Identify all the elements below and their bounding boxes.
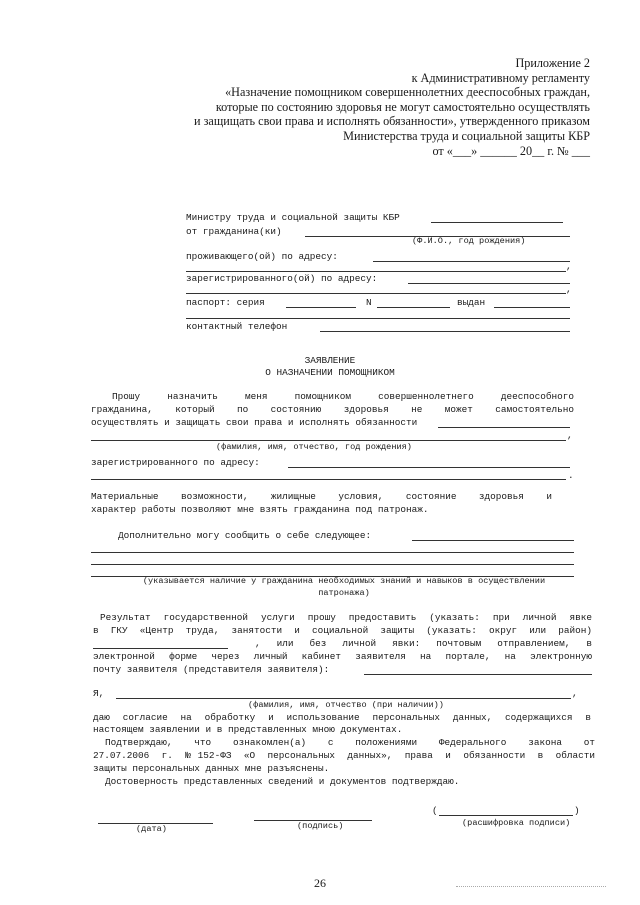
- passport-number-label: N: [366, 297, 372, 308]
- date-hint: (дата): [136, 824, 167, 834]
- fio-hint: (фамилия, имя, отчество, год рождения): [216, 442, 412, 452]
- confirm-line-2: 27.07.2006 г. №152-ФЗ «О персональных данных», права и обязанности в области: [93, 750, 595, 761]
- fio-line: [91, 440, 566, 441]
- reg-address-label: зарегистрированного по адресу:: [91, 457, 260, 468]
- passport-series-line: [286, 307, 356, 308]
- result-line-4: электронной форме через личный кабинет заявителя на портале, на электронную: [93, 651, 592, 662]
- living-address-line-2: [186, 271, 566, 272]
- living-address-line: [373, 261, 570, 262]
- consent-fio-hint: (фамилия, имя, отчество (при наличии)): [248, 700, 444, 710]
- applicant-label: от гражданина(ки): [186, 226, 282, 237]
- period: .: [568, 470, 574, 481]
- addressee-line: [431, 222, 563, 223]
- additional-info-line-2: [91, 552, 574, 553]
- result-line-3: , или без личной явки: почтовым отправлением, в: [255, 638, 592, 649]
- request-line-3-fill: [438, 427, 570, 428]
- registered-address-label: зарегистрированного(ой) по адресу:: [186, 273, 378, 284]
- applicant-hint: (Ф.И.О., год рождения): [412, 236, 526, 246]
- appendix-line: и защищать свои права и исполнять обязанности», утвержденного приказом: [194, 114, 590, 129]
- skills-hint-line-1: (указывается наличие у гражданина необходимых знаний и навыков в осуществлении: [142, 576, 546, 586]
- signature-hint: (подпись): [297, 821, 344, 831]
- reg-address-line: [288, 467, 570, 468]
- open-paren: (: [432, 805, 438, 816]
- phone-line: [320, 331, 570, 332]
- request-line-1: Прошу назначить меня помощником совершеннолетнего дееспособного: [112, 391, 574, 402]
- registered-address-line-2: [186, 293, 566, 294]
- result-line-5: почту заявителя (представителя заявителя):: [93, 664, 330, 675]
- document-subtitle: О НАЗНАЧЕНИИ ПОМОЩНИКОМ: [265, 367, 395, 378]
- comma: ,: [572, 688, 578, 699]
- comma: ,: [566, 261, 572, 272]
- appendix-line: «Назначение помощником совершеннолетних дееспособных граждан,: [225, 85, 590, 100]
- district-line: [93, 648, 228, 649]
- comma: ,: [566, 284, 572, 295]
- reg-address-line-2: [91, 479, 566, 480]
- passport-series-label: паспорт: серия: [186, 297, 265, 308]
- email-line: [364, 674, 592, 675]
- appendix-line: Министерства труда и социальной защиты КБР: [343, 128, 590, 143]
- result-line-2: в ГКУ «Центр труда, занятости и социальной защиты (указать: округ или район): [93, 625, 592, 636]
- consent-line-2: настоящем заявлении и в представленных мною документах.: [93, 724, 403, 735]
- decode-line: [439, 815, 573, 816]
- phone-label: контактный телефон: [186, 321, 288, 332]
- passport-issued-line-2: [186, 318, 570, 319]
- additional-info-label: Дополнительно могу сообщить о себе следующее:: [118, 530, 372, 541]
- appendix-block: [120, 56, 590, 158]
- request-line-3: осуществлять и защищать свои права и исполнять обязанности: [91, 417, 418, 428]
- request-line-2: гражданина, который по состоянию здоровья не может самостоятельно: [91, 404, 574, 415]
- page-number: 26: [314, 876, 326, 890]
- consent-fio-line: [116, 698, 571, 699]
- comma: ,: [567, 430, 573, 441]
- decode-hint: (расшифровка подписи): [462, 818, 571, 828]
- passport-number-line: [377, 307, 450, 308]
- result-line-1: Результат государственной услуги прошу предоставить (указать: при личной явке: [100, 612, 592, 623]
- appendix-title: Приложение 2: [515, 56, 590, 70]
- appendix-line: от «___» ______ 20__ г. № ___: [432, 143, 590, 158]
- living-address-label: проживающего(ой) по адресу:: [186, 251, 338, 262]
- consent-line-1: даю согласие на обработку и использование персональных данных, содержащихся в: [93, 712, 591, 723]
- additional-info-line: [412, 540, 574, 541]
- scan-artifact: [456, 886, 606, 887]
- i-prefix: Я,: [93, 688, 105, 699]
- addressee-label: Министру труда и социальной защиты КБР: [186, 212, 400, 223]
- registered-address-line: [408, 283, 570, 284]
- passport-issued-line: [494, 307, 570, 308]
- confirm-line-1: Подтверждаю, что ознакомлен(а) с положениями Федерального закона от: [105, 737, 595, 748]
- document-title: ЗАЯВЛЕНИЕ: [304, 355, 356, 366]
- appendix-line: к Административному регламенту: [411, 70, 590, 85]
- conditions-line-2: характер работы позволяют мне взять гражданина под патронаж.: [91, 504, 429, 515]
- confirm-line-3: защиты персональных данных мне разъяснены.: [93, 763, 330, 774]
- additional-info-line-3: [91, 564, 574, 565]
- conditions-line-1: Материальные возможности, жилищные условия, состояние здоровья и: [91, 491, 552, 502]
- close-paren: ): [574, 805, 580, 816]
- passport-issued-label: выдан: [457, 297, 486, 308]
- skills-hint-line-2: патронажа): [318, 588, 370, 598]
- appendix-line: которые по состоянию здоровья не могут самостоятельно осуществлять: [215, 99, 590, 114]
- reliability-statement: Достоверность представленных сведений и документов подтверждаю.: [105, 776, 460, 787]
